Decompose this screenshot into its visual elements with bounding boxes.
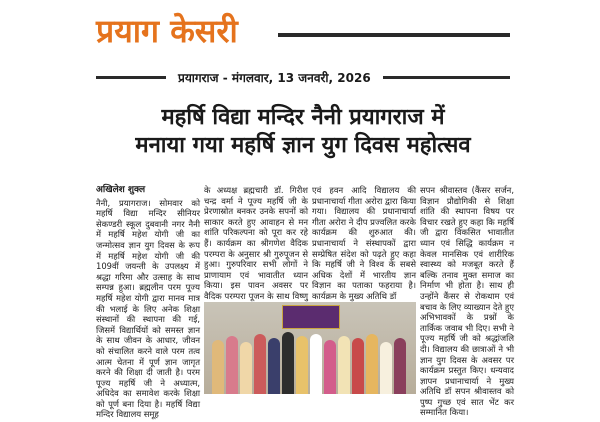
person-figure bbox=[268, 338, 280, 394]
dateline bbox=[96, 66, 510, 88]
article-column-1 bbox=[96, 185, 200, 422]
person-figure bbox=[352, 338, 364, 394]
headline-line-2: मनाया गया महर्षि ज्ञान युग दिवस महोत्सव bbox=[135, 133, 471, 158]
masthead-rule bbox=[278, 33, 510, 37]
headline-line-1: महर्षि विद्या मन्दिर नैनी प्रयागराज में bbox=[161, 105, 445, 130]
photo-backdrop-banner bbox=[282, 305, 340, 329]
person-figure bbox=[324, 340, 336, 394]
article-text-col2: के अध्यक्ष ब्रह्मचारी डॉ. गिरीश चन्द्र वर्मा ने पूज्य महर्षि जी के प्रेरणास्रोत बनकर उनके सपनों को साकार करते हुए आवाहन से मन शांति परिकल्पना को पूरा कर रहे हैं। कार्यक्रम का श्रीगणेश वैदिक परम्परा के अनुसार श्री गुरुपूजन से हुआ। गुरुपरिवार सभी लोगों ने प्राणायाम एवं भावातीत ध्यान किया। इस पावन अवसर पर वैदिक परम्परा पूजन के साथ विष्णु bbox=[204, 185, 308, 301]
dateline-rule-left bbox=[96, 76, 166, 79]
newspaper-brand: प्रयाग केसरी bbox=[96, 12, 238, 50]
article-column-2 bbox=[204, 185, 308, 314]
person-figure bbox=[296, 336, 308, 394]
person-figure bbox=[240, 342, 252, 394]
article-text-col4: सपन श्रीवास्तव (कैंसर सर्जन, विज्ञान प्रौद्योगिकी से शिक्षा शांति की स्थापना विषय पर विचार रखते हुए कहा कि महर्षि जी द्वारा विकसित भावातीत ध्यान एवं सिद्धि कार्यक्रम न केवल मानसिक एवं शारीरिक स्वास्थ्य को मजबूत करते हैं बल्कि तनाव मुक्त समाज का निर्माण भी होता है। साथ ही उन्होंने कैंसर से रोकथाम एवं बचाव के लिए व्याख्यान देते हुए अभिभावकों के प्रश्नों के तार्किक जवाब भी दिए। सभी ने पूज्य महर्षि जी को श्रद्धांजलि दी। विद्यालय की छात्राओं ने भी ज्ञान युग दिवस के अवसर पर कार्यक्रम प्रस्तुत किए। धन्यवाद ज्ञापन प्रधानाचार्या ने मुख्य अतिथि डॉ सपन श्रीवास्तव को पुष्प गुच्छ एवं सात भेंट कर सम्मानित किया। bbox=[420, 185, 514, 418]
person-figure bbox=[380, 342, 392, 394]
article-headline bbox=[96, 104, 510, 160]
person-figure bbox=[282, 332, 294, 394]
dateline-text: प्रयागराज - मंगलवार, 13 जनवरी, 2026 bbox=[178, 70, 371, 85]
person-figure bbox=[366, 334, 378, 394]
person-figure bbox=[394, 338, 406, 394]
person-figure bbox=[338, 336, 350, 394]
person-figure bbox=[226, 336, 238, 394]
article-text-col3: एवं हवन आदि विद्यालय की प्रधानाचार्या गीता अरोरा द्वारा किया गया। विद्यालय की प्रधानाचार्या गीता अरोरा ने दीप प्रज्वलित करके कार्यक्रम की शुरुआत की। प्रधानाचार्या ने संस्थापकों द्वारा सम्प्रेषित संदेश को पढ़ते हुए कहा कि महर्षि जी ने विश्व के सबसे अधिक देशों में भारतीय ज्ञान विज्ञान का पताका फहराया है। कार्यक्रम के मुख्य अतिथि डॉ bbox=[312, 185, 416, 301]
article-text-col1: नैनी, प्रयागराज। सोमवार को महर्षि विद्या मन्दिर सीनियर सेकण्डरी स्कूल दुबवानी नगर नैनी में महर्षि महेश योगी जी का जन्मोत्सव ज्ञान युग दिवस के रूप में महर्षि महेश योगी जी की 109वीं जयन्ती के उपलक्ष्य में श्रद्धा गरिमा और उत्साह के साथ सम्पन्न हुआ। ब्रह्मलीन परम पूज्य महर्षि महेश योगी द्वारा मानव मात्र की भलाई के लिए अनेक शिक्षा संस्थानों की स्थापना की गई, जिसमें विद्यार्थियों को समस्त ज्ञान के साथ जीवन के आधार, जीवन को संचालित करने वाले परम तत्व आत्म चेतना में पूर्ण ज्ञान जागृत करने की शिक्षा दी जाती है। परम पूज्य महर्षि जी ने अध्यात्म, अधिदेव का समावेश करके शिक्षा को पूर्ण बना दिया है। महर्षि विद्या मन्दिर विद्यालय समूह bbox=[96, 197, 200, 420]
event-photo bbox=[204, 302, 416, 394]
masthead bbox=[96, 10, 238, 52]
person-figure bbox=[254, 334, 266, 394]
article-column-4 bbox=[420, 185, 514, 420]
person-figure bbox=[212, 340, 224, 394]
dateline-rule-right bbox=[383, 76, 510, 79]
byline: अखिलेश शुक्ल bbox=[96, 185, 146, 195]
person-figure bbox=[310, 334, 322, 394]
article-column-3 bbox=[312, 185, 416, 304]
